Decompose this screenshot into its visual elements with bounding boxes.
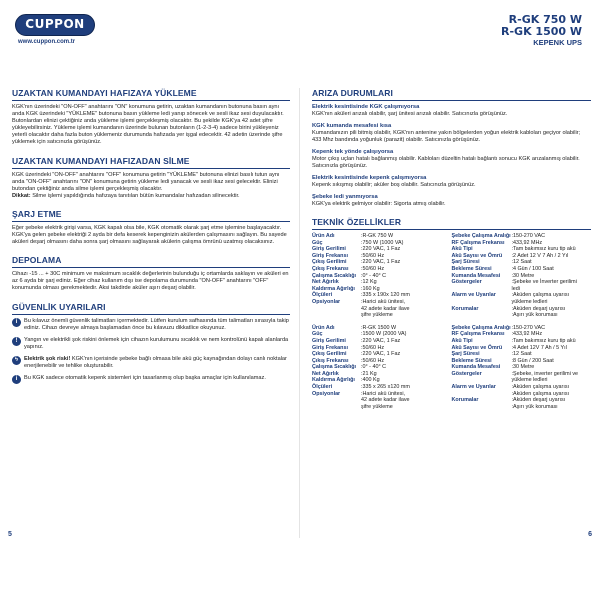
spec-value: yükleme ledleri xyxy=(511,377,548,384)
spec-label xyxy=(312,404,361,411)
spec-value: şifre yükleme xyxy=(361,403,393,410)
spec-label: Net Ağırlık xyxy=(312,279,339,286)
safety-item xyxy=(12,337,290,351)
spec-label: Bekleme Süresi xyxy=(451,265,492,272)
spec-value: :Şebeke, inverter gerilimi ve xyxy=(511,370,579,377)
spec-label: Göstergeler xyxy=(451,370,482,377)
spec-row xyxy=(452,240,592,247)
spec-label xyxy=(312,306,361,313)
spec-value: :30 Metre xyxy=(511,364,535,371)
section-text: Eğer şebeke elektrik girişi varsa, KGK kapalı olsa bile, KGK otomatik olarak şarj etme işlemine başlayacaktır. KGK'ya gelen şebeke elektriği 2 ayda bir defa keserek kepenginizin akülerden çalışmasını sağlayın. Bu sayede aküleri deşarj olmasını daha sonra şarj olmasını sağlayarak akülerin çalışma ömrünü uzatmış olacaksınız. xyxy=(12,224,287,246)
spec-value: :160 Kg xyxy=(361,285,380,292)
info-icon: i xyxy=(12,375,21,384)
spec-label xyxy=(452,391,512,398)
safety-text: Bu kılavuz önemli güvenlik talimatları içermektedir. Lütfen kurulum safhasında tüm talimatları sırasıyla takip ediniz. Cihazı devreye almaya başlamadan önce bu kılavuzu dikkatlice okuyunuz. xyxy=(24,317,289,331)
spec-value: :12 Kg xyxy=(361,279,377,286)
spec-value: :4 Adet 12V 7 Ah / 5 Yıl xyxy=(511,344,567,351)
spec-row xyxy=(312,240,452,247)
spec-block xyxy=(312,233,591,319)
spec-row xyxy=(312,351,452,358)
section-title: TEKNİK ÖZELLİKLER xyxy=(312,217,591,230)
brand-website: www.cuppon.com.tr xyxy=(18,39,76,45)
spec-label: Kumanda Mesafesi xyxy=(451,364,501,371)
spec-row xyxy=(452,404,592,411)
spec-value: :400 Kg xyxy=(361,377,380,384)
spec-label: Şebeke Çalışma Aralığı xyxy=(451,324,511,331)
spec-column-right xyxy=(452,325,592,411)
warning-icon: ! xyxy=(12,337,21,346)
spec-value: :Aşırı yük koruması xyxy=(511,312,558,319)
spec-column-left xyxy=(312,233,452,319)
spec-row xyxy=(312,273,452,280)
spec-row xyxy=(312,391,452,398)
spec-label: Korumalar xyxy=(451,397,479,404)
spec-value: :Şebeke ve İnverter gerilimi xyxy=(511,279,577,286)
spec-row xyxy=(312,279,452,286)
section-faults xyxy=(312,88,591,208)
fault-title: Şebeke ledi yanmıyorsa xyxy=(312,194,378,200)
section-specs xyxy=(312,217,591,410)
section-safety xyxy=(12,302,290,385)
section-title: ARIZA DURUMLARI xyxy=(312,88,591,101)
fault-text: Kepenk sıkışmış olabilir; aküler boş olabilir. Satıcınızla görüşünüz. xyxy=(312,182,476,188)
spec-value: 42 adete kadar ilave xyxy=(361,305,410,312)
spec-label: Çıkış Frekansı xyxy=(312,357,349,364)
spec-value: :Harici akü ünitesi, xyxy=(361,298,406,305)
section-text: KGK üzerindeki "ON-OFF" anahtarını "OFF" konumuna getirin "YÜKLEME" butonuna elinizi basılı tutun aynı anda "ON-OFF" anahtarını "ON" konumuna getirin yükleme ledi yanacak ve sesli ikaz sesi gelecektir. Elinizi butondan çektiğiniz anda silme işlemi gerçekleşmiş olacaktır. xyxy=(12,171,280,192)
spec-value: :335 x 265 x120 mm xyxy=(361,384,410,391)
spec-value: :30 Metre xyxy=(511,272,535,279)
spec-label: Akü Sayısı ve Ömrü xyxy=(451,344,503,351)
fault-title: KGK kumanda mesafesi kısa xyxy=(312,123,392,129)
safety-text xyxy=(24,356,290,370)
spec-value: :433,92 MHz xyxy=(511,239,543,246)
product-type: KEPENK UPS xyxy=(533,38,582,47)
spec-label: Opsiyonlar xyxy=(312,298,341,305)
spec-row xyxy=(452,338,592,345)
spec-row xyxy=(312,331,452,338)
fault-item xyxy=(312,123,591,144)
spec-label: Çıkış Frekansı xyxy=(312,265,349,272)
section-title: ŞARJ ETME xyxy=(12,209,290,222)
spec-label: RF Çalışma Frekansı xyxy=(451,239,505,246)
fault-text: Kumandanızın pili bitmiş olabilir, KGK'nın antenine yakın bölgelerden yoğun elektrik kabloları geçiyor olabilir; 433 Mhz bandında yoğunluk (parazit) olabilir. Satıcınızla görüşünüz. xyxy=(312,130,581,143)
fault-item xyxy=(312,149,591,170)
model-title-1500: R-GK 1500 W xyxy=(501,25,582,38)
spec-label: Kaldırma Ağırlığı xyxy=(312,285,355,292)
spec-row xyxy=(452,397,592,404)
spec-label: Şebeke Çalışma Aralığı xyxy=(451,233,511,239)
spec-label xyxy=(452,377,512,384)
spec-label: Çalışma Sıcaklığı xyxy=(312,364,357,371)
fault-item xyxy=(312,104,591,118)
spec-label: Çıkış Gerilimi xyxy=(312,351,347,358)
spec-label: Kaldırma Ağırlığı xyxy=(312,377,355,384)
section-text: KGK'nın üzerindeki "ON-OFF" anahtarını "ON" konumuna getirin, uzaktan kumandanın butonuna basın aynı anda KGK üzerindeki "YÜKLEME" butonuna basın yükleme ledi yanıp sönecek ve sesli ikaz sesi duyulacaktır. Butonlardan elinizi çektiğiniz anda yükleme işlemi gerçekleşmiş olacaktır. Bu şekilde KGK'ya 42 adet şifre yükleyebilirsiniz. Yükleme işlemi kumandanın üzerinde bulunan butonların (1-2-3-4) sadece birini yükleyeniz yeterli olacaktır daha fazla buton yüklemeniz durumunda hafızada yer işgal edecektir. 42 adetin üzerinde şifre yüklemek için satıcınızla görüşünüz. xyxy=(12,104,284,146)
spec-label xyxy=(312,312,361,319)
right-page xyxy=(300,88,600,538)
spec-value: :R-GK 1500 W xyxy=(361,324,397,331)
spec-label: Şarj Süresi xyxy=(451,259,480,266)
section-text: Cihazı -15 ... + 30C minimum ve maksimum sıcaklık değerlerinin bulunduğu iç ortamlarda saklayın ve aküleri en az 6 ayda bir şarj ediniz. Eğer cihaz kullanım dışı ise depolama durumunda "ON-OFF" anahtarını "OFF" konumunda olması gerekmektedir. Aksi takdirde aküler aşırı deşarj olabilir. xyxy=(12,271,289,292)
spec-label: Ürün Adı xyxy=(312,324,335,331)
spec-label: Ölçüleri xyxy=(312,292,333,299)
spec-value: :4 Gün / 100 Saat xyxy=(511,265,554,272)
spec-row xyxy=(452,299,592,306)
page-number-left: 5 xyxy=(8,531,12,538)
spec-value: :1500 W (2000 VA) xyxy=(361,331,407,338)
left-page xyxy=(0,88,300,538)
spec-row xyxy=(452,377,592,384)
safety-text: Bu KGK sadece otomatik kepenk sistemleri için tasarlanmış olup başka amaçlar için kullanılamaz. xyxy=(24,375,266,382)
spec-label: Giriş Frekansı xyxy=(312,344,348,351)
spec-value: :Aküden deşarj uyarısı xyxy=(511,305,566,312)
spec-label: Göstergeler xyxy=(451,279,482,286)
spec-label: Korumalar xyxy=(451,305,479,312)
spec-row xyxy=(452,286,592,293)
spec-value: :150-270 VAC xyxy=(511,324,545,331)
spec-label: Çıkış Gerilimi xyxy=(312,259,347,266)
spec-row xyxy=(452,345,592,352)
spec-row xyxy=(452,391,592,398)
spec-row xyxy=(452,233,592,240)
spec-value: :335 x 190x 120 mm xyxy=(361,292,410,299)
fault-text: Motor çıkış uçları hatalı bağlanmış olabilir. Kabloları düzeltin hatalı bağlantı sonucu KGK arızalanmış olabilir. Satıcınızla görüşünüz. xyxy=(312,156,580,169)
spec-value: :2 Adet 12 V 7 Ah / 2 Yıl xyxy=(511,252,569,259)
section-remote-load xyxy=(12,88,290,147)
spec-value: :Aküden çalışma uyarısı xyxy=(511,390,570,397)
spec-value: :750 W (1000 VA) xyxy=(361,239,404,246)
spec-value: :12 Saat xyxy=(511,351,532,358)
spec-value: :12 Saat xyxy=(511,259,532,266)
spec-value: :0° - 40° C xyxy=(361,364,386,371)
section-charging xyxy=(12,209,290,246)
note-text: Silme işlemi yapıldığında hafızaya tanıtılan bütün kumandalar hafızadan silinecektir. xyxy=(30,192,240,199)
spec-label: Kumanda Mesafesi xyxy=(451,272,501,279)
spec-label: Giriş Gerilimi xyxy=(312,246,346,253)
fault-text: KGK'ya elektrik gelmiyor olabilir: Sigorta atmış olabilir. xyxy=(312,201,446,207)
spec-row xyxy=(312,266,452,273)
spec-row xyxy=(452,292,592,299)
spec-row xyxy=(452,371,592,378)
spec-label: Şarj Süresi xyxy=(451,351,480,358)
spec-row xyxy=(452,384,592,391)
spec-row xyxy=(452,351,592,358)
spec-value: :Aküden çalışma uyarısı xyxy=(511,292,570,299)
fault-title: Elektrik kesintisinde KGK çalışmıyorsa xyxy=(312,104,420,110)
spec-row xyxy=(452,253,592,260)
spec-label: Güç xyxy=(312,239,323,246)
model-title-750: R-GK 750 W xyxy=(508,13,582,26)
fault-text: KGK'nın aküleri arızalı olabilir, şarj ünitesi arızalı olabilir. Satıcınızla görüşünüz. xyxy=(312,111,508,117)
spec-label: Ürün Adı xyxy=(312,233,335,239)
spec-label: Alarm ve Uyarılar xyxy=(451,384,496,391)
section-title: UZAKTAN KUMANDAYI HAFIZAYA YÜKLEME xyxy=(12,88,290,101)
spec-value: :50/60 Hz xyxy=(361,252,385,259)
safety-body: KGK'nın içerisinde şebeke bağlı olmasa bile akü güç kaynağından dolayı canlı noktalar enerjilenebilir ve tehlike oluşturabilir. xyxy=(24,355,287,369)
safety-item xyxy=(12,318,290,332)
page-number-right: 6 xyxy=(588,531,592,538)
spec-label: Akü Tipi xyxy=(451,337,473,344)
fault-title: Elektrik kesintisinde kepenk çalışmıyorsa xyxy=(312,175,427,181)
spec-label: Bekleme Süresi xyxy=(451,357,492,364)
spec-value: :433,92 MHz xyxy=(511,331,543,338)
section-title: DEPOLAMA xyxy=(12,255,290,268)
spec-row xyxy=(312,358,452,365)
spec-row xyxy=(452,364,592,371)
spec-value: ledi xyxy=(511,285,520,292)
safety-item xyxy=(12,356,290,370)
spec-label: Giriş Gerilimi xyxy=(312,337,346,344)
fault-item xyxy=(312,175,591,189)
spec-row xyxy=(452,266,592,273)
spec-label: Net Ağırlık xyxy=(312,370,339,377)
spec-value: :8 Gün / 200 Saat xyxy=(511,357,554,364)
spec-value: :50/60 Hz xyxy=(361,344,385,351)
fault-title: Kepenk tek yönde çalışıyorsa xyxy=(312,149,394,155)
spec-label: Akü Sayısı ve Ömrü xyxy=(451,252,503,259)
spec-label xyxy=(452,299,512,306)
spec-label: Güç xyxy=(312,331,323,338)
spec-label xyxy=(452,312,512,319)
model-header xyxy=(501,14,582,47)
spec-row xyxy=(312,384,452,391)
spec-row xyxy=(312,259,452,266)
section-note xyxy=(12,193,290,200)
spec-row xyxy=(452,279,592,286)
spec-value: :220 VAC, 1 Faz xyxy=(361,337,401,344)
spec-label xyxy=(452,286,512,293)
spec-row xyxy=(452,306,592,313)
spec-value: :Tam bakımsız kuru tip akü xyxy=(511,337,576,344)
spec-label: Çalışma Sıcaklığı xyxy=(312,272,357,279)
spec-value: :R-GK 750 W xyxy=(361,233,394,239)
spec-value: :50/60 Hz xyxy=(361,357,385,364)
spec-row xyxy=(312,306,452,313)
spec-row xyxy=(312,377,452,384)
spec-label xyxy=(452,404,512,411)
spec-value: :Aşırı yük koruması xyxy=(511,403,558,410)
spec-row xyxy=(312,253,452,260)
spec-label: Ölçüleri xyxy=(312,384,333,391)
spec-row xyxy=(452,331,592,338)
spec-row xyxy=(452,246,592,253)
spec-column-left xyxy=(312,325,452,411)
spec-row xyxy=(452,325,592,332)
spec-row xyxy=(312,246,452,253)
spec-value: :Aküden deşarj uyarısı xyxy=(511,397,566,404)
spec-label: Giriş Frekansı xyxy=(312,252,348,259)
spec-value: :21 Kg xyxy=(361,370,377,377)
book-icon: i xyxy=(12,318,21,327)
safety-label: Elektrik şok riski! xyxy=(24,355,71,362)
spec-label xyxy=(312,397,361,404)
spec-row xyxy=(452,358,592,365)
fault-item xyxy=(312,194,591,208)
spec-container xyxy=(312,233,591,410)
safety-text: Yangın ve elektrikli şok riskini önlemek için cihazın kurulumunu sıcaklık ve nem kontrolünü kapalı alanlarda yapınız. xyxy=(24,336,289,350)
spec-value: 42 adete kadar ilave xyxy=(361,397,410,404)
spec-row xyxy=(312,312,452,319)
spec-value: yükleme ledleri xyxy=(511,298,548,305)
spec-value: :220 VAC, 1 Faz xyxy=(361,259,401,266)
spec-row xyxy=(312,364,452,371)
spec-row xyxy=(312,286,452,293)
spec-value: :220 VAC, 1 Faz xyxy=(361,246,401,253)
spec-value: :220 VAC, 1 Faz xyxy=(361,351,401,358)
section-storage xyxy=(12,255,290,292)
spec-row xyxy=(452,312,592,319)
spec-label: RF Çalışma Frekansı xyxy=(451,331,505,338)
spec-block xyxy=(312,325,591,411)
spec-row xyxy=(452,259,592,266)
section-remote-delete xyxy=(12,156,290,200)
spec-row xyxy=(312,299,452,306)
section-title: UZAKTAN KUMANDAYI HAFIZADAN SİLME xyxy=(12,156,290,169)
spec-value: :Aküden çalışma uyarısı xyxy=(511,384,570,391)
spec-label: Opsiyonlar xyxy=(312,390,341,397)
note-label: Dikkat: xyxy=(12,192,31,199)
safety-item xyxy=(12,375,290,384)
spec-row xyxy=(312,325,452,332)
spec-row xyxy=(312,404,452,411)
spec-value: :50/60 Hz xyxy=(361,265,385,272)
spec-row xyxy=(312,338,452,345)
spec-label: Alarm ve Uyarılar xyxy=(451,292,496,299)
spec-value: :Tam bakımsız kuru tip akü xyxy=(511,246,576,253)
spec-row xyxy=(312,292,452,299)
spec-value: :Harici akü ünitesi, xyxy=(361,390,406,397)
spec-value: :0° - 40° C xyxy=(361,272,386,279)
shock-icon: ϟ xyxy=(12,356,21,365)
spec-row xyxy=(312,233,452,240)
spec-row xyxy=(312,345,452,352)
spec-row xyxy=(312,371,452,378)
spec-row xyxy=(312,397,452,404)
section-title: GÜVENLİK UYARILARI xyxy=(12,302,290,315)
spec-label: Akü Tipi xyxy=(451,246,473,253)
brand-logo: CUPPON xyxy=(15,14,95,36)
spec-column-right xyxy=(452,233,592,319)
spec-value: :150-270 VAC xyxy=(511,233,545,239)
spec-value: şifre yükleme xyxy=(361,312,393,319)
